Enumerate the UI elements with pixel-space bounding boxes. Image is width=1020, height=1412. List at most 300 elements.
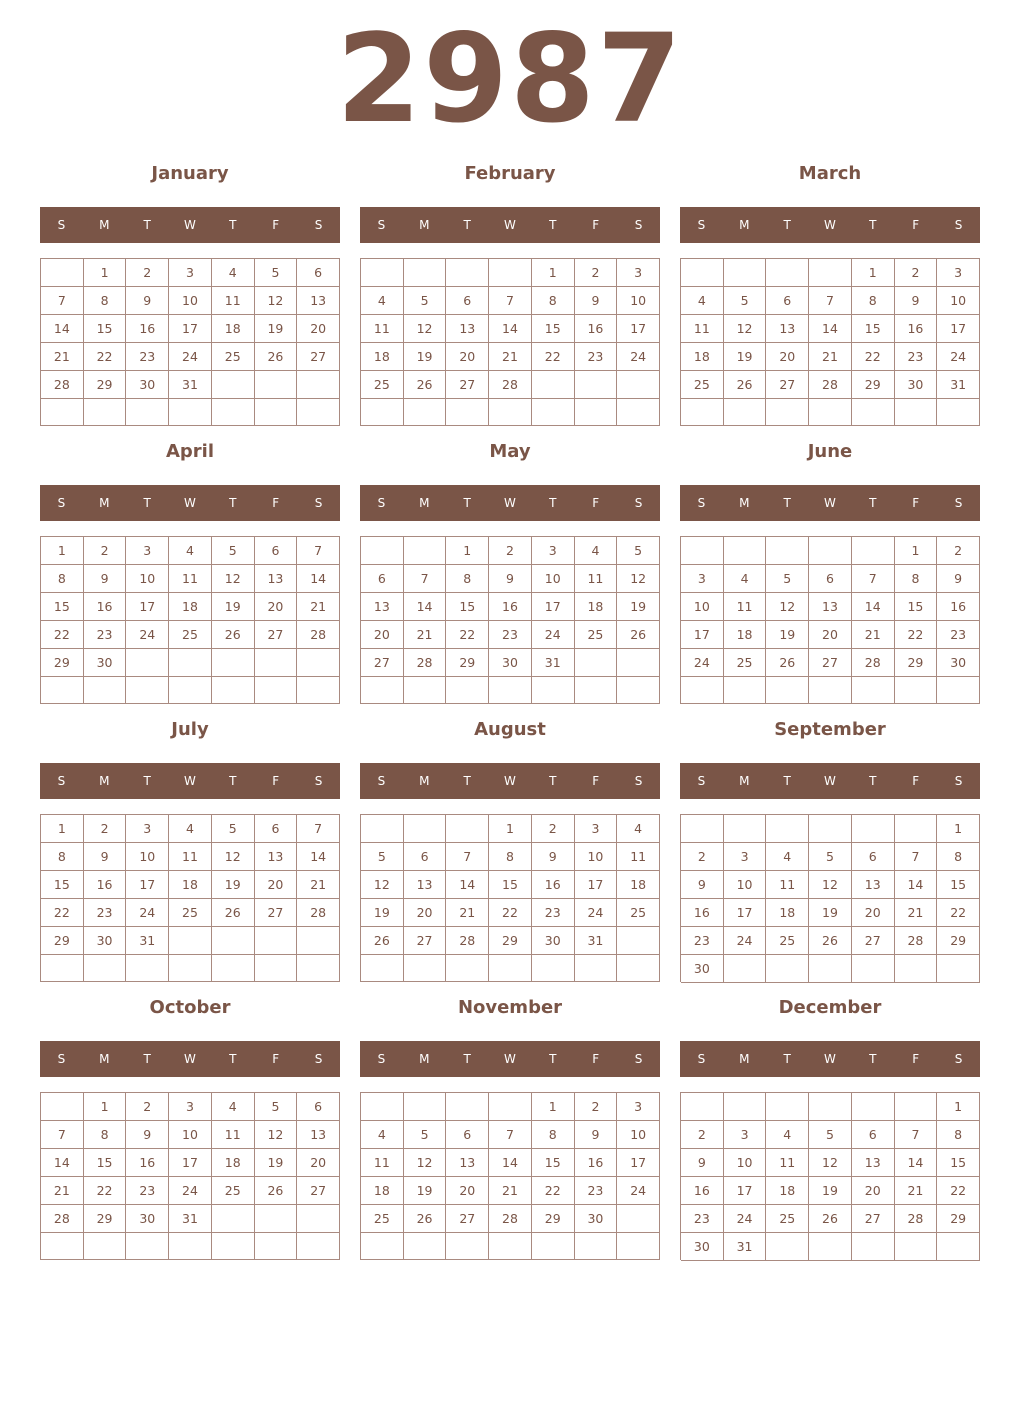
day-cell: 25 [724,649,767,677]
day-cell: 15 [84,1149,127,1177]
day-cell [212,677,255,704]
day-cell [489,1093,532,1121]
day-cell [126,1233,169,1260]
weekday-label: F [592,496,600,510]
weekday-label: F [592,1052,600,1066]
day-cell: 18 [361,343,404,371]
day-cell: 27 [404,927,447,955]
day-cell: 15 [446,593,489,621]
day-cell: 20 [361,621,404,649]
day-cell: 13 [766,315,809,343]
day-cell: 29 [937,927,980,955]
weekday-label: M [419,496,430,510]
day-cell [41,399,84,426]
day-grid [360,814,660,982]
day-cell [169,927,212,955]
weekday-label: S [954,218,963,232]
weekday-label: S [377,774,386,788]
weekday-label: S [634,1052,643,1066]
year-title: 2987 [336,8,684,150]
day-cell: 15 [489,871,532,899]
day-cell [809,537,852,565]
day-cell: 22 [84,343,127,371]
weekday-label: T [463,496,471,510]
day-cell: 10 [126,843,169,871]
day-cell: 20 [809,621,852,649]
day-cell: 31 [937,371,980,399]
day-cell [766,399,809,426]
day-cell [617,1205,660,1233]
day-cell [255,649,298,677]
day-cell: 6 [297,259,340,287]
day-cell: 12 [255,287,298,315]
day-cell: 2 [126,259,169,287]
day-cell: 14 [404,593,447,621]
day-cell: 3 [126,537,169,565]
day-cell: 30 [681,1233,724,1261]
day-cell: 18 [575,593,618,621]
day-cell: 26 [809,1205,852,1233]
day-cell: 1 [41,537,84,565]
weekday-label: W [824,774,836,788]
weekday-label: S [634,218,643,232]
day-cell [169,677,212,704]
day-cell: 6 [297,1093,340,1121]
day-cell [766,815,809,843]
weekday-label: F [912,496,920,510]
weekday-label: T [869,496,877,510]
day-cell: 30 [575,1205,618,1233]
weekday-label: S [954,774,963,788]
weekday-label: M [99,496,110,510]
weekday-label: F [592,218,600,232]
day-cell: 5 [404,1121,447,1149]
day-cell [852,815,895,843]
day-cell: 22 [489,899,532,927]
weekday-label: T [463,774,471,788]
weekday-label: W [824,218,836,232]
weekday-header [680,763,980,799]
weekday-label: W [184,218,196,232]
day-cell: 24 [169,1177,212,1205]
day-cell: 24 [575,899,618,927]
day-cell [126,399,169,426]
day-cell: 25 [212,1177,255,1205]
day-cell: 26 [809,927,852,955]
weekday-label: T [869,1052,877,1066]
day-cell: 8 [895,565,938,593]
day-cell [361,259,404,287]
day-cell: 15 [852,315,895,343]
day-cell: 10 [169,287,212,315]
day-cell: 19 [404,1177,447,1205]
day-cell: 27 [809,649,852,677]
day-cell [84,1233,127,1260]
day-cell: 19 [809,899,852,927]
day-cell: 19 [212,593,255,621]
weekday-label: M [99,218,110,232]
day-cell: 6 [852,843,895,871]
weekday-label: M [739,218,750,232]
day-cell: 14 [895,871,938,899]
day-cell [724,537,767,565]
day-cell: 17 [126,593,169,621]
day-cell: 17 [169,1149,212,1177]
day-cell: 24 [126,899,169,927]
day-cell: 1 [84,1093,127,1121]
weekday-label: T [143,218,151,232]
weekday-label: S [377,496,386,510]
weekday-label: M [99,1052,110,1066]
weekday-label: S [57,218,66,232]
day-cell: 11 [575,565,618,593]
weekday-label: T [143,774,151,788]
weekday-header [40,763,340,799]
day-cell: 27 [361,649,404,677]
day-cell [169,399,212,426]
day-cell: 15 [937,871,980,899]
day-cell: 31 [532,649,575,677]
day-cell [212,649,255,677]
day-cell: 30 [937,649,980,677]
weekday-label: T [783,774,791,788]
day-cell [766,537,809,565]
day-cell: 17 [126,871,169,899]
day-cell: 29 [84,371,127,399]
weekday-label: S [954,496,963,510]
month-name: March [798,163,862,184]
weekday-label: W [184,1052,196,1066]
day-cell: 2 [681,1121,724,1149]
day-cell: 9 [532,843,575,871]
day-cell [809,1233,852,1261]
day-cell: 30 [84,649,127,677]
day-cell: 26 [766,649,809,677]
day-cell [404,537,447,565]
day-cell: 26 [404,371,447,399]
day-cell [361,537,404,565]
day-cell: 9 [937,565,980,593]
weekday-header [680,207,980,243]
day-grid [40,536,340,704]
day-cell [852,1093,895,1121]
day-cell: 27 [297,1177,340,1205]
day-cell [617,371,660,399]
day-cell [681,259,724,287]
day-cell [404,1093,447,1121]
day-cell: 28 [489,371,532,399]
day-cell: 29 [895,649,938,677]
day-cell: 30 [126,371,169,399]
day-cell: 9 [575,1121,618,1149]
day-cell: 19 [617,593,660,621]
weekday-label: W [824,496,836,510]
weekday-label: F [272,774,280,788]
day-grid [680,814,980,982]
day-cell: 26 [404,1205,447,1233]
day-cell: 16 [532,871,575,899]
day-cell: 11 [361,315,404,343]
weekday-label: T [229,496,237,510]
day-cell [41,677,84,704]
day-cell: 12 [617,565,660,593]
day-cell: 14 [41,315,84,343]
day-cell: 3 [169,1093,212,1121]
day-cell [681,537,724,565]
weekday-label: F [912,218,920,232]
day-cell [681,1093,724,1121]
weekday-label: S [697,218,706,232]
day-cell [255,1233,298,1260]
day-cell: 17 [724,1177,767,1205]
day-cell [852,399,895,426]
day-cell [809,677,852,704]
day-cell: 14 [41,1149,84,1177]
weekday-label: T [549,1052,557,1066]
day-cell [255,1205,298,1233]
day-cell: 6 [446,287,489,315]
day-cell: 6 [446,1121,489,1149]
day-cell [681,815,724,843]
day-cell: 31 [126,927,169,955]
day-cell: 27 [446,371,489,399]
weekday-label: T [783,218,791,232]
day-cell: 13 [852,871,895,899]
day-cell: 31 [724,1233,767,1261]
day-cell: 29 [852,371,895,399]
weekday-label: S [377,1052,386,1066]
day-cell [809,259,852,287]
month-name: November [457,997,563,1018]
day-cell: 8 [84,1121,127,1149]
day-cell: 26 [212,621,255,649]
day-cell: 2 [937,537,980,565]
day-cell: 13 [852,1149,895,1177]
day-cell: 4 [361,1121,404,1149]
day-cell [169,955,212,982]
day-cell: 14 [297,843,340,871]
weekday-label: S [57,496,66,510]
day-cell [169,649,212,677]
day-cell: 8 [852,287,895,315]
day-cell: 9 [126,1121,169,1149]
day-cell [532,399,575,426]
day-cell [297,1205,340,1233]
weekday-label: M [419,218,430,232]
day-cell: 3 [169,259,212,287]
day-cell: 9 [489,565,532,593]
day-cell: 20 [766,343,809,371]
day-cell: 7 [404,565,447,593]
day-cell: 19 [766,621,809,649]
day-cell: 7 [489,287,532,315]
weekday-label: T [783,496,791,510]
day-cell: 9 [126,287,169,315]
day-cell: 31 [575,927,618,955]
day-cell: 25 [361,1205,404,1233]
day-cell: 21 [489,1177,532,1205]
day-cell [255,677,298,704]
day-cell: 8 [84,287,127,315]
month-name: October [149,997,231,1018]
day-cell: 16 [84,593,127,621]
weekday-label: W [504,774,516,788]
day-cell: 9 [681,871,724,899]
day-cell: 11 [212,287,255,315]
day-cell: 1 [489,815,532,843]
day-cell: 3 [937,259,980,287]
day-cell: 22 [937,899,980,927]
day-cell: 7 [852,565,895,593]
month-name: May [489,441,531,462]
day-cell: 30 [126,1205,169,1233]
day-cell: 6 [404,843,447,871]
day-cell: 23 [895,343,938,371]
day-cell: 28 [446,927,489,955]
day-cell: 3 [532,537,575,565]
day-cell [297,955,340,982]
day-cell: 7 [895,843,938,871]
day-grid [360,536,660,704]
day-cell [809,955,852,983]
day-cell: 11 [169,565,212,593]
month-name: February [464,163,556,184]
day-cell [361,955,404,982]
day-grid [680,536,980,704]
day-cell [212,1233,255,1260]
day-cell [617,649,660,677]
day-cell: 23 [681,927,724,955]
day-cell: 29 [84,1205,127,1233]
weekday-label: S [314,218,323,232]
day-cell: 3 [575,815,618,843]
day-cell: 2 [575,259,618,287]
day-cell: 5 [766,565,809,593]
month-name: December [778,997,882,1018]
month-name: January [151,163,229,184]
day-cell: 24 [617,343,660,371]
day-cell [809,815,852,843]
day-cell [404,259,447,287]
day-cell: 1 [84,259,127,287]
day-cell: 7 [809,287,852,315]
month-name: September [774,719,886,740]
day-cell [446,259,489,287]
day-cell: 28 [41,1205,84,1233]
weekday-label: T [143,1052,151,1066]
day-cell: 21 [297,593,340,621]
day-cell: 15 [937,1149,980,1177]
day-cell: 6 [361,565,404,593]
day-cell [766,1093,809,1121]
day-cell [895,1233,938,1261]
day-cell: 29 [489,927,532,955]
day-cell: 19 [809,1177,852,1205]
day-cell: 16 [84,871,127,899]
weekday-label: S [634,774,643,788]
day-cell: 7 [41,287,84,315]
day-cell [404,677,447,704]
day-cell [489,259,532,287]
day-cell [255,927,298,955]
day-cell [297,927,340,955]
day-cell: 6 [809,565,852,593]
weekday-label: W [504,496,516,510]
day-cell [446,399,489,426]
weekday-label: S [954,1052,963,1066]
weekday-label: W [504,218,516,232]
day-cell: 18 [169,593,212,621]
day-cell: 8 [446,565,489,593]
day-cell: 28 [297,621,340,649]
day-cell: 11 [724,593,767,621]
day-cell [575,649,618,677]
day-cell: 1 [41,815,84,843]
day-cell: 1 [532,259,575,287]
day-cell: 18 [212,315,255,343]
day-cell: 5 [809,1121,852,1149]
day-cell: 17 [532,593,575,621]
day-cell: 16 [681,1177,724,1205]
day-cell [724,815,767,843]
day-cell [937,399,980,426]
day-cell: 29 [41,649,84,677]
day-cell: 20 [404,899,447,927]
day-cell: 4 [169,815,212,843]
day-cell: 30 [532,927,575,955]
day-cell: 10 [724,871,767,899]
day-cell: 9 [84,843,127,871]
day-cell [532,677,575,704]
day-cell: 25 [169,621,212,649]
day-cell [681,399,724,426]
day-cell: 10 [617,287,660,315]
day-cell: 29 [41,927,84,955]
day-cell: 4 [361,287,404,315]
day-cell: 17 [681,621,724,649]
day-cell [489,955,532,982]
day-cell: 13 [297,287,340,315]
day-cell: 28 [404,649,447,677]
day-cell [361,1093,404,1121]
day-cell: 6 [766,287,809,315]
month-name: July [171,719,209,740]
day-cell: 21 [41,1177,84,1205]
day-cell [361,677,404,704]
day-cell: 10 [617,1121,660,1149]
day-cell [617,1233,660,1260]
day-cell: 21 [489,343,532,371]
day-cell: 12 [766,593,809,621]
weekday-label: S [634,496,643,510]
day-cell [361,399,404,426]
day-cell: 23 [489,621,532,649]
day-cell [41,955,84,982]
day-cell: 7 [489,1121,532,1149]
day-cell: 21 [895,1177,938,1205]
day-cell [809,399,852,426]
day-cell: 18 [361,1177,404,1205]
day-cell: 7 [297,537,340,565]
day-cell [297,1233,340,1260]
day-cell [297,677,340,704]
day-cell: 26 [255,343,298,371]
day-cell: 20 [297,1149,340,1177]
day-cell: 14 [297,565,340,593]
day-cell: 28 [41,371,84,399]
day-cell: 25 [212,343,255,371]
day-cell: 7 [446,843,489,871]
